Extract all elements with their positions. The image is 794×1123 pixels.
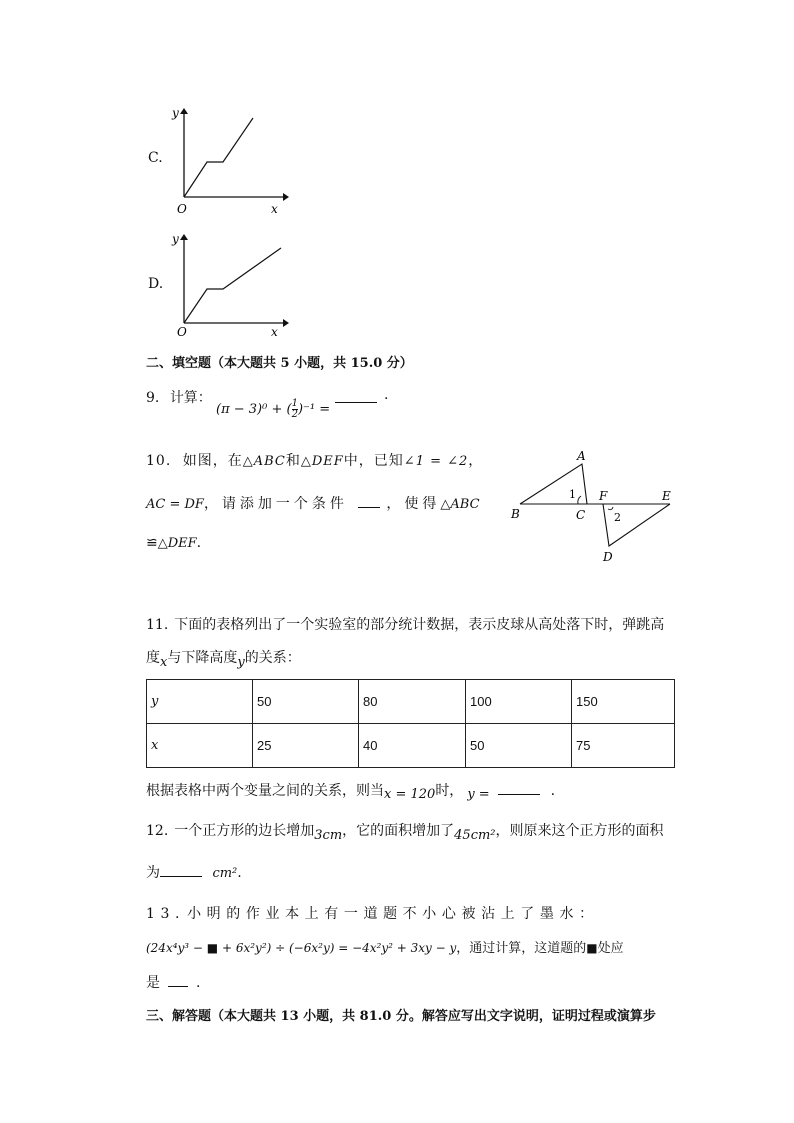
section-2-heading: 二、填空题（本大题共 5 小题，共 15.0 分） (146, 356, 413, 371)
point-d-label: D (603, 550, 613, 564)
table-cell: y (147, 680, 253, 724)
q12-line-2: 为 cm². (146, 865, 242, 881)
table-cell: 40 (359, 724, 466, 768)
q13-line-1: 13. 小明的作业本上有一道题不小心被沾上了墨水： (146, 906, 599, 922)
table-cell: 75 (572, 724, 675, 768)
q9-fraction: $\frac{1}{2}$ (291, 398, 298, 420)
point-c-label: C (576, 508, 586, 522)
q11-line-1: 11. 下面的表格列出了一个实验室的部分统计数据，表示皮球从高处落下时，弹跳高 (146, 617, 665, 633)
q11-data-table (146, 679, 675, 768)
q10-triangle-figure (508, 446, 676, 566)
point-a-label: A (577, 449, 586, 463)
point-f-label: F (599, 489, 608, 503)
q10-line-1: 10. 如图，在△ABC和△DEF中，已知∠1 = ∠2， (146, 453, 484, 469)
question-9 (146, 387, 212, 407)
table-cell: 80 (359, 680, 466, 724)
q10-line-2: AC = DF，请添加一个条件 ，使得△ABC (146, 496, 480, 512)
table-cell: 100 (466, 680, 572, 724)
table-cell: 150 (572, 680, 675, 724)
table-cell: x (147, 724, 253, 768)
q9-end: . (384, 387, 389, 403)
q12-answer-blank[interactable] (160, 864, 202, 877)
option-c-x-label: x (271, 202, 278, 216)
section-3-heading: 三、解答题（本大题共 13 小题，共 81.0 分。解答应写出文字说明，证明过程或演算步 (146, 1009, 656, 1024)
q9-number: 9. (146, 390, 160, 406)
point-e-label: E (662, 489, 671, 503)
q12-line-1: 12. 一个正方形的边长增加3cm，它的面积增加了45cm²，则原来这个正方形的面积 (146, 823, 664, 843)
q13-answer-blank[interactable] (168, 974, 188, 987)
option-d-label: D. (148, 276, 164, 292)
q11-line-2: 度$_x$与下降高度$_y$的关系： (146, 650, 301, 670)
option-d-graph (165, 226, 295, 342)
option-d-x-label: x (271, 325, 278, 339)
table-cell: 50 (466, 724, 572, 768)
option-d-y-label: y (172, 232, 179, 246)
q9-expression: (π − 3)⁰ + ( $\frac{1}{2}$ )⁻¹ = (216, 398, 331, 420)
q11-after-table: 根据表格中两个变量之间的关系，则当x = 120时， y = . (146, 783, 556, 802)
option-d-origin: O (177, 325, 187, 339)
q11-answer-blank[interactable] (498, 782, 540, 795)
option-c-graph (165, 100, 295, 220)
q9-text: 计算： (169, 390, 212, 406)
angle-2-label: 2 (614, 511, 621, 524)
option-c-origin: O (177, 202, 187, 216)
table-cell: 50 (253, 680, 359, 724)
option-c-label: C. (148, 150, 163, 166)
q9-answer-blank[interactable] (335, 388, 377, 403)
q13-line-2: (24x⁴y³ − ■ + 6x²y²) ÷ (−6x²y) = −4x²y² + 3xy − y，通过计算，这道题的■处应 (146, 941, 624, 956)
option-c-y-label: y (172, 106, 179, 120)
table-cell: 25 (253, 724, 359, 768)
angle-1-label: 1 (569, 488, 576, 501)
q10-answer-blank[interactable] (358, 495, 380, 508)
q13-line-3: 是 . (146, 975, 201, 991)
table-row (147, 724, 675, 768)
q10-line-3: ≌△DEF. (146, 535, 202, 551)
point-b-label: B (511, 507, 520, 521)
table-row (147, 680, 675, 724)
